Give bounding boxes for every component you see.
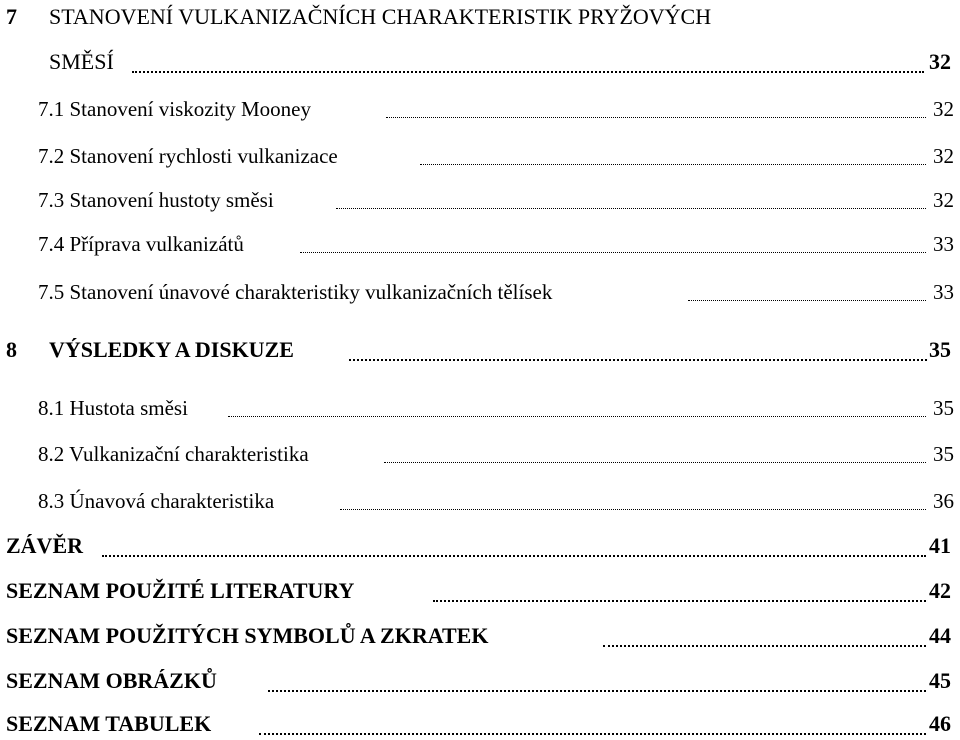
leader-dots xyxy=(336,207,926,209)
leader-dots xyxy=(102,553,926,557)
leader-dots xyxy=(228,415,926,417)
leader-dots xyxy=(268,688,926,692)
leader-dots xyxy=(688,299,926,301)
page-number: 32 xyxy=(929,49,951,74)
page-number: 32 xyxy=(933,188,954,212)
section-title: 7.3 Stanovení hustoty směsi xyxy=(38,188,274,212)
leader-dots xyxy=(384,461,926,463)
leader-dots xyxy=(420,163,926,165)
chapter-title-cont: SMĚSÍ xyxy=(49,49,114,74)
section-title: 8.1 Hustota směsi xyxy=(38,396,188,420)
section-title: 8.3 Únavová charakteristika xyxy=(38,489,275,513)
page-number: 35 xyxy=(929,337,951,362)
section-title: 7.1 Stanovení viskozity Mooney xyxy=(38,97,311,121)
entry-title: ZÁVĚR xyxy=(6,533,84,558)
leader-dots xyxy=(433,598,926,602)
leader-dots xyxy=(349,357,927,361)
chapter-number: 8 xyxy=(6,337,17,362)
page-number: 44 xyxy=(929,623,951,648)
page-number: 41 xyxy=(929,533,951,558)
leader-dots xyxy=(386,116,926,118)
page-number: 35 xyxy=(933,396,954,420)
page-number: 35 xyxy=(933,442,954,466)
section-title: 7.2 Stanovení rychlosti vulkanizace xyxy=(38,144,338,168)
leader-dots xyxy=(340,508,926,510)
entry-title: SEZNAM POUŽITÝCH SYMBOLŮ A ZKRATEK xyxy=(6,623,489,648)
page-number: 42 xyxy=(929,578,951,603)
chapter-number: 7 xyxy=(6,4,17,29)
page-number: 33 xyxy=(933,280,954,304)
page-number: 32 xyxy=(933,144,954,168)
section-title: 7.5 Stanovení únavové charakteristiky vulkanizačních tělísek xyxy=(38,280,553,304)
page-number: 36 xyxy=(933,489,954,513)
chapter-title: STANOVENÍ VULKANIZAČNÍCH CHARAKTERISTIK PRYŽOVÝCH xyxy=(49,4,712,29)
leader-dots xyxy=(300,251,926,253)
section-title: 7.4 Příprava vulkanizátů xyxy=(38,232,244,256)
entry-title: SEZNAM TABULEK xyxy=(6,711,212,736)
entry-title: SEZNAM OBRÁZKŮ xyxy=(6,668,217,693)
page-number: 32 xyxy=(933,97,954,121)
section-title: 8.2 Vulkanizační charakteristika xyxy=(38,442,309,466)
leader-dots xyxy=(259,731,926,735)
page-number: 45 xyxy=(929,668,951,693)
chapter-title: VÝSLEDKY A DISKUZE xyxy=(49,337,294,362)
leader-dots xyxy=(603,643,926,647)
page-number: 33 xyxy=(933,232,954,256)
page-number: 46 xyxy=(929,711,951,736)
entry-title: SEZNAM POUŽITÉ LITERATURY xyxy=(6,578,355,603)
leader-dots xyxy=(132,69,924,73)
